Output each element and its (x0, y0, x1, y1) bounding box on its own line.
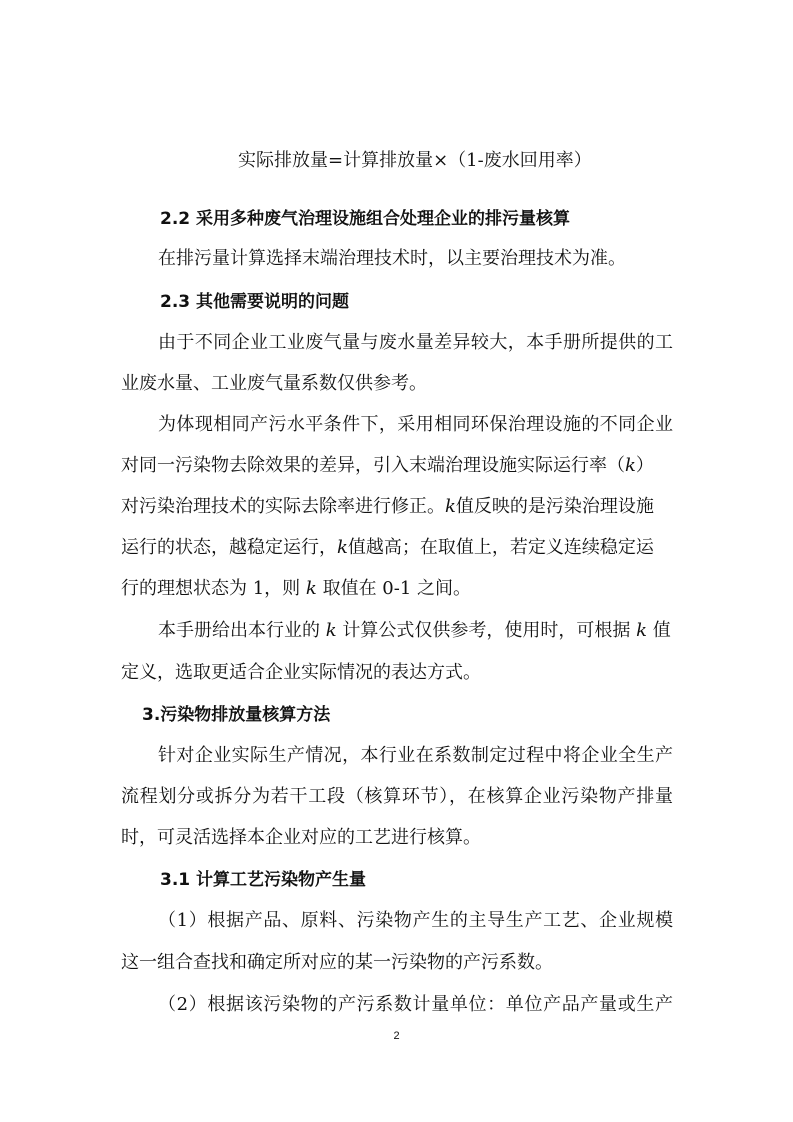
paragraph-line: 流程划分或拆分为若干工段（核算环节），在核算企业污染物产排量 (121, 786, 673, 807)
paragraph-line: 业废水量、工业废气量系数仅供参考。 (121, 373, 427, 394)
paragraph-line: 针对企业实际生产情况，本行业在系数制定过程中将企业全生产 (158, 745, 673, 766)
paragraph-text: ） (635, 455, 654, 476)
section-heading-2-3: 2.3 其他需要说明的问题 (160, 292, 350, 312)
paragraph-text: 运行的状态，越稳定运行， (121, 537, 337, 558)
paragraph-line: 时，可灵活选择本企业对应的工艺进行核算。 (121, 827, 481, 848)
paragraph-line: 定义，选取更适合企业实际情况的表达方式。 (121, 662, 481, 683)
paragraph-text: 本手册给出本行业的 (158, 620, 320, 641)
k-symbol: k (625, 455, 636, 476)
paragraph-text: 对同一污染物去除效果的差异，引入末端治理设施实际运行率（ (121, 455, 625, 476)
paragraph-line (121, 533, 654, 559)
section-heading-3: 3.污染物排放量核算方法 (142, 705, 331, 725)
paragraph-line (121, 451, 673, 477)
paragraph-text: 值越高；在取值上，若定义连续稳定运 (347, 537, 654, 558)
k-symbol: k (445, 496, 456, 517)
formula-line: 实际排放量=计算排放量×（1-废水回用率） (238, 150, 592, 171)
paragraph-text: 行的理想状态为 1，则 (121, 578, 301, 599)
paragraph-text: 取值在 0-1 之间。 (322, 578, 472, 599)
paragraph-line: 这一组合查找和确定所对应的某一污染物的产污系数。 (121, 952, 553, 973)
paragraph-2-2: 在排污量计算选择末端治理技术时，以主要治理技术为准。 (158, 248, 626, 269)
paragraph-text: 值反映的是污染治理设施 (455, 496, 654, 517)
paragraph-line (121, 492, 654, 518)
paragraph-line: 为体现相同产污水平条件下，采用相同环保治理设施的不同企业 (158, 414, 673, 435)
k-symbol: k (325, 620, 337, 641)
paragraph-text: 值 (652, 620, 671, 641)
page-number: 2 (393, 1030, 400, 1042)
paragraph-line (121, 574, 471, 600)
paragraph-line (158, 616, 671, 642)
paragraph-text: 对污染治理技术的实际去除率进行修正。 (121, 496, 445, 517)
k-symbol: k (636, 620, 648, 641)
section-heading-2-2: 2.2 采用多种废气治理设施组合处理企业的排污量核算 (160, 209, 571, 229)
paragraph-line: 由于不同企业工业废气量与废水量差异较大，本手册所提供的工 (158, 332, 673, 353)
k-symbol: k (305, 578, 317, 599)
k-symbol: k (337, 537, 348, 558)
paragraph-text: 计算公式仅供参考，使用时，可根据 (342, 620, 631, 641)
paragraph-line: （1）根据产品、原料、污染物产生的主导生产工艺、企业规模 (158, 910, 673, 931)
paragraph-line: （2）根据该污染物的产污系数计量单位：单位产品产量或生产 (158, 994, 673, 1015)
section-heading-3-1: 3.1 计算工艺污染物产生量 (160, 870, 367, 890)
